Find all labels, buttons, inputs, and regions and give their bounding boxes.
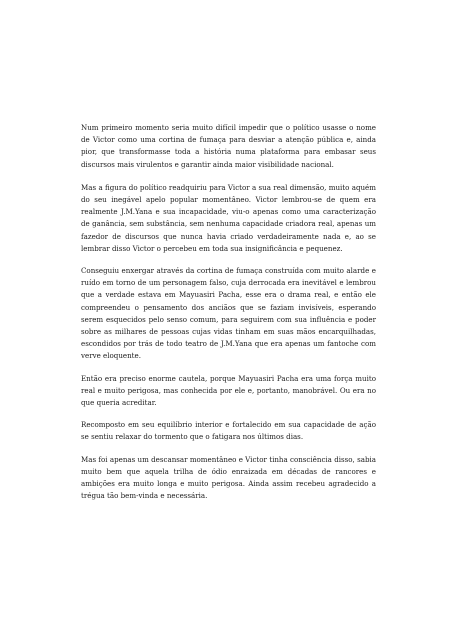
- paragraph-3: Conseguiu enxergar através da cortina de fumaça construída com muito alarde e ruído em torno de um personagem falso, cuja derrocada era inevitável e lembrou que a verdade estava em Mayuasiri Pacha, esse era o drama real, e então ele compreendeu o pensamento dos anciãos que se faziam invisíveis, esperando serem esquecidos pelo senso comum, para seguirem com sua influência e poder sobre as milhares de pessoas cujas vidas tinham em suas mãos encarquilhadas, escondidos por trás de todo teatro de J.M.Yana que era apenas um fantoche com verve eloquente.: [81, 266, 376, 361]
- paragraph-1: Num primeiro momento seria muito difícil impedir que o político usasse o nome de Victor como uma cortina de fumaça para desviar a atenção pública e, ainda pior, que transformasse toda a história numa plataforma para embasar seus discursos mais virulentos e garantir ainda maior visibilidade nacional.: [81, 123, 376, 169]
- paragraph-6: Mas foi apenas um descansar momentâneo e Victor tinha consciência disso, sabia muito bem que aquela trilha de ódio enraizada em décadas de rancores e ambições era muito longa e muito perigosa. Ainda assim recebeu agradecido a trégua tão bem-vinda e necessária.: [81, 454, 376, 501]
- paragraph-2: Mas a figura do político readquiriu para Victor a sua real dimensão, muito aquém do seu inegável apelo popular momentâneo. Victor lembrou-se de quem era realmente J.M.Yana e sua incapacidade, viu-o apenas como uma caracterização de ganância, sem substância, sem nenhuma capacidade criadora real, apenas um fazedor de discursos que nunca havia criado verdadeiramente nada e, ao se lembrar disso Victor o percebeu em toda sua insignificância e pequenez.: [81, 182, 376, 253]
- body-text: [81, 122, 376, 512]
- paragraph-5: Recomposto em seu equilíbrio interior e fortalecido em sua capacidade de ação se sentiu relaxar do tormento que o fatigara nos últimos dias.: [81, 420, 376, 442]
- paragraph-4: Então era preciso enorme cautela, porque Mayuasiri Pacha era uma força muito real e muito perigosa, mas conhecida por ele e, portanto, manobrável. Ou era no que queria acreditar.: [81, 373, 376, 408]
